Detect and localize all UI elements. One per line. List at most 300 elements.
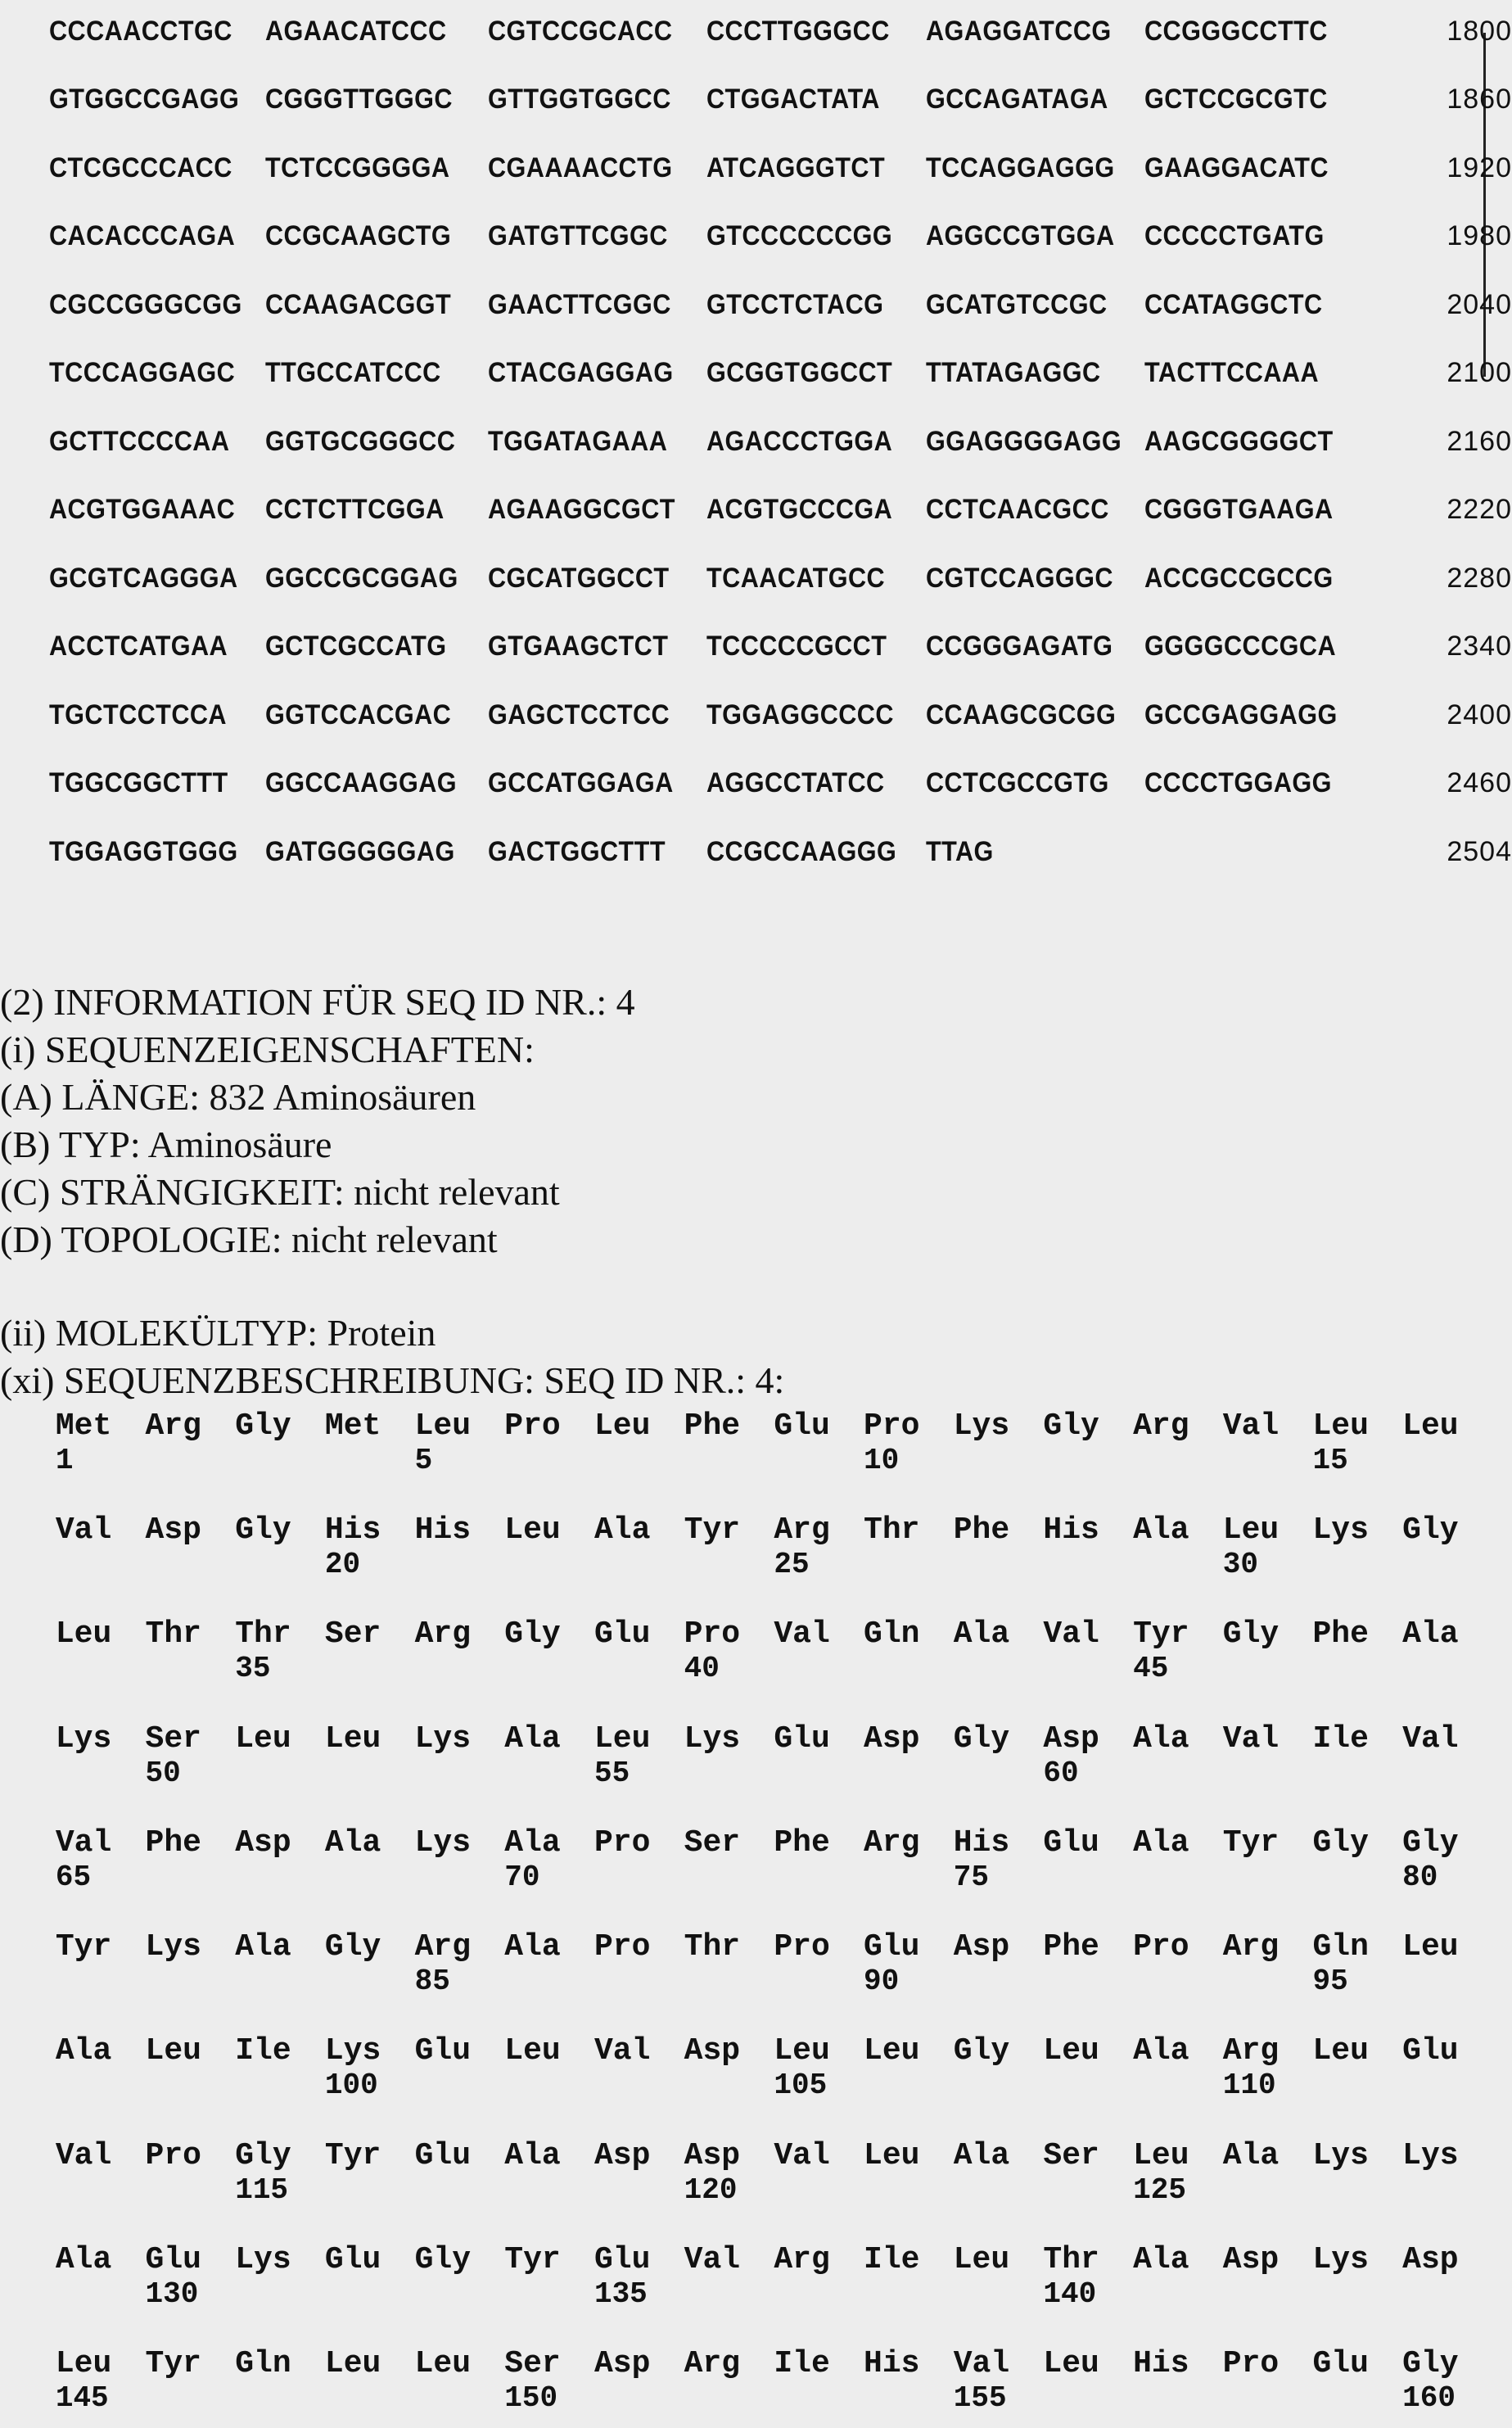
dna-segment: GCCATGGAGA: [487, 767, 674, 799]
amino-acid: Lys: [235, 2241, 291, 2277]
amino-acid: Gln: [1312, 1929, 1369, 1965]
dna-segment: CGAAAACCTG: [487, 151, 673, 183]
dna-segment: GCTCGCCATG: [265, 631, 447, 662]
amino-acid: Glu: [864, 1929, 920, 1965]
amino-acid: Gly: [1402, 2345, 1459, 2381]
amino-acid: Gly: [504, 1616, 561, 1653]
amino-acid: Thr: [235, 1616, 291, 1653]
amino-acid: Ile: [774, 2345, 830, 2381]
dna-segment: GTCCTCTACG: [706, 288, 884, 320]
dna-row: [0, 348, 1512, 397]
dna-segment: CCTCAACGCC: [925, 494, 1109, 526]
protein-group: [0, 2138, 1512, 2220]
protein-group: [0, 1616, 1512, 1698]
dna-segment: CTACGAGGAG: [487, 357, 674, 389]
residue-number: 100: [324, 2069, 378, 2103]
protein-group: [0, 2033, 1512, 2115]
dna-position: 2040: [1447, 288, 1512, 320]
residue-number: 55: [594, 1756, 630, 1790]
dna-segment: GGCCGCGGAG: [265, 562, 458, 594]
amino-acid: Gln: [235, 2345, 291, 2381]
amino-acid: Pro: [504, 1408, 561, 1444]
amino-acid: Ala: [55, 2241, 112, 2277]
dna-segment: TTATAGAGGC: [925, 357, 1101, 389]
amino-acid: Leu: [504, 1512, 561, 1549]
amino-acid: Ile: [1312, 1720, 1369, 1757]
info-properties: (i) SEQUENZEIGENSCHAFTEN:: [0, 1029, 535, 1070]
dna-segment: CCGCAAGCTG: [265, 220, 452, 252]
dna-row: [0, 75, 1512, 124]
residue-number: 45: [1133, 1652, 1169, 1686]
amino-acid: Val: [55, 1824, 112, 1861]
dna-segment: GTGAAGCTCT: [487, 631, 668, 662]
amino-acid: Val: [1402, 1720, 1459, 1757]
residue-number: 70: [504, 1860, 540, 1894]
amino-acid: Tyr: [145, 2345, 201, 2381]
amino-acid: Val: [953, 2345, 1010, 2381]
dna-position: 1920: [1447, 151, 1512, 183]
amino-acid: Gly: [1312, 1824, 1369, 1861]
amino-acid: Ala: [1133, 1512, 1189, 1549]
dna-segment: TCCAGGAGGG: [925, 151, 1115, 183]
dna-segment: ACGTGCCCGA: [706, 494, 893, 526]
residue-number: 35: [235, 1652, 271, 1686]
dna-segment: TGCTCCTCCA: [49, 699, 228, 730]
amino-acid: Arg: [1222, 2033, 1280, 2069]
residue-number: 85: [414, 1965, 450, 1999]
amino-acid: Asp: [953, 1929, 1010, 1965]
amino-acid: Leu: [1133, 2137, 1189, 2173]
amino-acid: Gly: [953, 2033, 1010, 2069]
dna-segment: TGGAGGTGGG: [49, 835, 238, 867]
amino-acid: Ala: [235, 1929, 291, 1965]
amino-acid: Asp: [1402, 2241, 1459, 2277]
amino-acid: Glu: [1402, 2033, 1459, 2069]
amino-acid: Gly: [1222, 1616, 1280, 1653]
amino-acid: Arg: [1222, 1929, 1280, 1965]
amino-acid: Phe: [1043, 1929, 1099, 1965]
amino-acid: Leu: [864, 2033, 920, 2069]
amino-acid: Arg: [684, 2345, 741, 2381]
dna-segment: TGGCGGCTTT: [49, 767, 228, 799]
dna-row: [0, 622, 1512, 671]
dna-segment: CGTCCAGGGC: [925, 562, 1113, 594]
dna-segment: CTCGCCCACC: [49, 151, 233, 183]
amino-acid: Ala: [1133, 1824, 1189, 1861]
residue-number: 50: [145, 1756, 181, 1790]
dna-segment: TACTTCCAAA: [1144, 357, 1320, 389]
dna-row: [0, 827, 1512, 876]
amino-acid: Thr: [1043, 2241, 1099, 2277]
amino-acid: Glu: [774, 1408, 830, 1444]
dna-segment: CCTCGCCGTG: [925, 767, 1109, 799]
dna-segment: GTCCCCCCGG: [706, 220, 893, 252]
amino-acid: Val: [594, 2033, 651, 2069]
amino-acid: Val: [774, 2137, 830, 2173]
amino-acid: Asp: [684, 2137, 741, 2173]
amino-acid: Asp: [594, 2345, 651, 2381]
amino-acid: Val: [1222, 1408, 1280, 1444]
amino-acid: Phe: [1312, 1616, 1369, 1653]
amino-acid: Ala: [1133, 2033, 1189, 2069]
amino-acid: Arg: [414, 1929, 472, 1965]
protein-group: [0, 1825, 1512, 1907]
dna-segment: GGGGCCCGCA: [1144, 631, 1337, 662]
amino-acid: Glu: [145, 2241, 201, 2277]
dna-segment: GATGGGGGAG: [265, 835, 455, 867]
dna-position: 2400: [1447, 699, 1512, 730]
amino-acid: Tyr: [55, 1929, 112, 1965]
amino-acid: Lys: [1402, 2137, 1459, 2173]
dna-segment: GTGGCCGAGG: [49, 84, 240, 115]
amino-acid: Ser: [324, 1616, 381, 1653]
dna-segment: GCTCCGCGTC: [1144, 84, 1329, 115]
dna-segment: CCCCCTGATG: [1144, 220, 1325, 252]
dna-row: [0, 280, 1512, 329]
amino-acid: Glu: [774, 1720, 830, 1757]
protein-group: [0, 1408, 1512, 1490]
amino-acid: Leu: [235, 1720, 291, 1757]
dna-segment: CACACCCAGA: [49, 220, 236, 252]
amino-acid: Lys: [684, 1720, 741, 1757]
amino-acid: Pro: [594, 1824, 651, 1861]
amino-acid: Val: [1222, 1720, 1280, 1757]
dna-segment: GATGTTCGGC: [487, 220, 668, 252]
amino-acid: Ala: [504, 1929, 561, 1965]
amino-acid: Gln: [864, 1616, 920, 1653]
dna-segment: ACCTCATGAA: [49, 631, 228, 662]
residue-number: 90: [864, 1965, 900, 1999]
dna-row: [0, 7, 1512, 56]
amino-acid: Leu: [864, 2137, 920, 2173]
info-molecule-type: (ii) MOLEKÜLTYP: Protein: [0, 1312, 436, 1354]
dna-segment: AGGCCGTGGA: [925, 220, 1115, 252]
amino-acid: Lys: [324, 2033, 381, 2069]
residue-number: 160: [1402, 2381, 1456, 2415]
dna-segment: ATCAGGGTCT: [706, 151, 886, 183]
amino-acid: His: [414, 1512, 472, 1549]
amino-acid: Gly: [953, 1720, 1010, 1757]
amino-acid: Glu: [414, 2137, 472, 2173]
dna-segment: TGGAGGCCCC: [706, 699, 895, 730]
dna-row: [0, 758, 1512, 807]
dna-segment: TCTCCGGGGA: [265, 151, 450, 183]
dna-segment: TTGCCATCCC: [265, 357, 441, 389]
amino-acid: Gly: [235, 2137, 291, 2173]
amino-acid: Ala: [1133, 2241, 1189, 2277]
dna-segment: GAAGGACATC: [1144, 151, 1329, 183]
amino-acid: Tyr: [1222, 1824, 1280, 1861]
dna-segment: CCAAGCGCGG: [925, 699, 1117, 730]
dna-segment: CCCAACCTGC: [49, 16, 233, 47]
dna-segment: AGAAGGCGCT: [487, 494, 675, 526]
amino-acid: Val: [1043, 1616, 1099, 1653]
amino-acid: Ala: [504, 1720, 561, 1757]
amino-acid: Arg: [774, 1512, 830, 1549]
residue-number: 60: [1043, 1756, 1079, 1790]
amino-acid: Phe: [145, 1824, 201, 1861]
info-heading: (2) INFORMATION FÜR SEQ ID NR.: 4: [0, 981, 635, 1023]
dna-segment: CGGGTTGGGC: [265, 84, 454, 115]
residue-number: 140: [1043, 2277, 1097, 2311]
amino-acid: Glu: [594, 2241, 651, 2277]
residue-number: 10: [864, 1444, 900, 1477]
dna-segment: CCGGGCCTTC: [1144, 16, 1329, 47]
amino-acid: Gly: [1043, 1408, 1099, 1444]
amino-acid: Ser: [1043, 2137, 1099, 2173]
protein-group: [0, 1512, 1512, 1594]
dna-position: 2220: [1447, 494, 1512, 526]
sequence-info: [0, 979, 1512, 1404]
dna-segment: TGGATAGAAA: [487, 425, 667, 457]
dna-segment: GAGCTCCTCC: [487, 699, 670, 730]
dna-segment: AGAGGATCCG: [925, 16, 1112, 47]
amino-acid: Ile: [235, 2033, 291, 2069]
amino-acid: Lys: [414, 1824, 472, 1861]
dna-segment: CCATAGGCTC: [1144, 288, 1323, 320]
amino-acid: Val: [55, 1512, 112, 1549]
amino-acid: Gly: [324, 1929, 381, 1965]
info-sequence-description: (xi) SEQUENZBESCHREIBUNG: SEQ ID NR.: 4:: [0, 1359, 785, 1401]
dna-segment: GACTGGCTTT: [487, 835, 666, 867]
dna-segment: GCCGAGGAGG: [1144, 699, 1338, 730]
amino-acid: Gly: [414, 2241, 472, 2277]
dna-segment: AAGCGGGGCT: [1144, 425, 1334, 457]
protein-group: [0, 1721, 1512, 1803]
amino-acid: Leu: [594, 1720, 651, 1757]
dna-segment: CGCCGGGCGG: [49, 288, 243, 320]
residue-number: 80: [1402, 1860, 1438, 1894]
amino-acid: His: [1043, 1512, 1099, 1549]
amino-acid: Ser: [684, 1824, 741, 1861]
dna-segment: GGAGGGGAGG: [925, 425, 1122, 457]
amino-acid: His: [324, 1512, 381, 1549]
dna-segment: TCCCCCGCCT: [706, 631, 887, 662]
amino-acid: Ala: [504, 1824, 561, 1861]
dna-segment: TCAACATGCC: [706, 562, 886, 594]
amino-acid: His: [953, 1824, 1010, 1861]
amino-acid: Leu: [1312, 1408, 1369, 1444]
amino-acid: Pro: [684, 1616, 741, 1653]
amino-acid: Thr: [864, 1512, 920, 1549]
residue-number: 40: [684, 1652, 720, 1686]
dna-segment: GGTGCGGGCC: [265, 425, 456, 457]
residue-number: 30: [1222, 1548, 1259, 1582]
amino-acid: Arg: [414, 1616, 472, 1653]
protein-group: [0, 2242, 1512, 2324]
amino-acid: Lys: [1312, 1512, 1369, 1549]
amino-acid: Gly: [1402, 1512, 1459, 1549]
amino-acid: Ala: [1133, 1720, 1189, 1757]
dna-row: [0, 690, 1512, 739]
info-strandedness: (C) STRÄNGIGKEIT: nicht relevant: [0, 1171, 560, 1213]
info-spacer: [0, 1264, 1512, 1309]
dna-segment: GTTGGTGGCC: [487, 84, 671, 115]
dna-segment: AGACCCTGGA: [706, 425, 893, 457]
dna-segment: CCGCCAAGGG: [706, 835, 897, 867]
amino-acid: Val: [774, 1616, 830, 1653]
dna-segment: CCAAGACGGT: [265, 288, 452, 320]
residue-number: 155: [953, 2381, 1007, 2415]
amino-acid: Leu: [774, 2033, 830, 2069]
amino-acid: Pro: [594, 1929, 651, 1965]
dna-position: 1860: [1447, 84, 1512, 115]
residue-number: 150: [504, 2381, 558, 2415]
amino-acid: Pro: [1222, 2345, 1280, 2381]
dna-position: 1800: [1447, 16, 1512, 47]
amino-acid: Arg: [145, 1408, 201, 1444]
residue-number: 105: [774, 2069, 828, 2103]
amino-acid: Ile: [864, 2241, 920, 2277]
amino-acid: Ser: [145, 1720, 201, 1757]
amino-acid: Glu: [324, 2241, 381, 2277]
amino-acid: Leu: [1222, 1512, 1280, 1549]
amino-acid: Met: [55, 1408, 112, 1444]
amino-acid: Lys: [1312, 2137, 1369, 2173]
dna-segment: GCGTCAGGGA: [49, 562, 238, 594]
residue-number: 135: [594, 2277, 648, 2311]
amino-acid: Pro: [1133, 1929, 1189, 1965]
dna-segment: CGTCCGCACC: [487, 16, 673, 47]
dna-segment: GCTTCCCCAA: [49, 425, 230, 457]
amino-acid: Arg: [1133, 1408, 1189, 1444]
amino-acid: Ala: [594, 1512, 651, 1549]
amino-acid: Leu: [324, 1720, 381, 1757]
residue-number: 145: [55, 2381, 109, 2415]
residue-number: 1: [55, 1444, 74, 1477]
amino-acid: Asp: [684, 2033, 741, 2069]
amino-acid: Phe: [953, 1512, 1010, 1549]
amino-acid: Pro: [864, 1408, 920, 1444]
dna-segment: GGCCAAGGAG: [265, 767, 458, 799]
residue-number: 125: [1133, 2173, 1186, 2207]
amino-acid: Thr: [145, 1616, 201, 1653]
amino-acid: Ala: [953, 2137, 1010, 2173]
dna-segment: CCTCTTCGGA: [265, 494, 445, 526]
dna-segment: AGGCCTATCC: [706, 767, 885, 799]
amino-acid: Tyr: [1133, 1616, 1189, 1653]
amino-acid: Tyr: [324, 2137, 381, 2173]
amino-acid: Glu: [1043, 1824, 1099, 1861]
amino-acid: Gly: [235, 1408, 291, 1444]
residue-number: 95: [1312, 1965, 1348, 1999]
dna-segment: TTAG: [925, 835, 994, 867]
amino-acid: Asp: [864, 1720, 920, 1757]
amino-acid: Val: [55, 2137, 112, 2173]
amino-acid: Ala: [55, 2033, 112, 2069]
amino-acid: Asp: [1222, 2241, 1280, 2277]
dna-row: [0, 417, 1512, 466]
info-topology: (D) TOPOLOGIE: nicht relevant: [0, 1219, 498, 1260]
amino-acid: Leu: [1043, 2033, 1099, 2069]
amino-acid: Leu: [1043, 2345, 1099, 2381]
residue-number: 5: [414, 1444, 433, 1477]
amino-acid: Pro: [774, 1929, 830, 1965]
amino-acid: Gly: [235, 1512, 291, 1549]
dna-segment: CCCTTGGGCC: [706, 16, 890, 47]
dna-segment: GCATGTCCGC: [925, 288, 1108, 320]
dna-segment: GCGGTGGCCT: [706, 357, 893, 389]
amino-acid: Asp: [145, 1512, 201, 1549]
dna-row: [0, 554, 1512, 603]
protein-group: [0, 1929, 1512, 2011]
residue-number: 75: [953, 1860, 989, 1894]
amino-acid: Leu: [414, 2345, 472, 2381]
residue-number: 115: [235, 2173, 289, 2207]
dna-position: 2504: [1447, 835, 1512, 867]
amino-acid: Ala: [1402, 1616, 1459, 1653]
amino-acid: Arg: [774, 2241, 830, 2277]
info-type: (B) TYP: Aminosäure: [0, 1124, 332, 1165]
amino-acid: Glu: [594, 1616, 651, 1653]
amino-acid: Leu: [594, 1408, 651, 1444]
residue-number: 65: [55, 1860, 92, 1894]
amino-acid: Val: [684, 2241, 741, 2277]
protein-group: [0, 2346, 1512, 2428]
residue-number: 25: [774, 1548, 810, 1582]
residue-number: 130: [145, 2277, 199, 2311]
amino-acid: Ala: [324, 1824, 381, 1861]
amino-acid: Lys: [953, 1408, 1010, 1444]
amino-acid: Phe: [774, 1824, 830, 1861]
amino-acid: Asp: [235, 1824, 291, 1861]
dna-segment: ACGTGGAAAC: [49, 494, 236, 526]
dna-position: 2100: [1447, 357, 1512, 389]
amino-acid: Gly: [1402, 1824, 1459, 1861]
amino-acid: Arg: [864, 1824, 920, 1861]
amino-acid: Tyr: [504, 2241, 561, 2277]
amino-acid: Phe: [684, 1408, 741, 1444]
amino-acid: Pro: [145, 2137, 201, 2173]
dna-position: 2460: [1447, 767, 1512, 799]
amino-acid: Tyr: [684, 1512, 741, 1549]
amino-acid: Leu: [504, 2033, 561, 2069]
dna-segment: CGCATGGCCT: [487, 562, 670, 594]
info-length: (A) LÄNGE: 832 Aminosäuren: [0, 1076, 476, 1118]
amino-acid: Lys: [145, 1929, 201, 1965]
dna-sequence-block: [0, 0, 1512, 909]
dna-segment: GAACTTCGGC: [487, 288, 671, 320]
amino-acid: Ala: [953, 1616, 1010, 1653]
amino-acid: Glu: [1312, 2345, 1369, 2381]
dna-position: 2160: [1447, 425, 1512, 457]
dna-segment: CGGGTGAAGA: [1144, 494, 1334, 526]
amino-acid: Leu: [145, 2033, 201, 2069]
dna-row: [0, 143, 1512, 192]
amino-acid: Thr: [684, 1929, 741, 1965]
dna-row: [0, 485, 1512, 534]
amino-acid: Leu: [55, 1616, 112, 1653]
dna-position: 1980: [1447, 220, 1512, 252]
amino-acid: Leu: [1402, 1408, 1459, 1444]
amino-acid: Leu: [1402, 1929, 1459, 1965]
residue-number: 110: [1222, 2069, 1276, 2103]
amino-acid: Leu: [324, 2345, 381, 2381]
amino-acid: Leu: [414, 1408, 472, 1444]
amino-acid: Lys: [414, 1720, 472, 1757]
dna-segment: GCCAGATAGA: [925, 84, 1108, 115]
dna-segment: ACCGCCGCCG: [1144, 562, 1334, 594]
amino-acid: Asp: [1043, 1720, 1099, 1757]
amino-acid: Lys: [1312, 2241, 1369, 2277]
residue-number: 20: [324, 1548, 361, 1582]
dna-segment: TCCCAGGAGC: [49, 357, 236, 389]
amino-acid: Leu: [1312, 2033, 1369, 2069]
dna-segment: CCGGGAGATG: [925, 631, 1113, 662]
dna-segment: GGTCCACGAC: [265, 699, 452, 730]
amino-acid: His: [1133, 2345, 1189, 2381]
amino-acid: Leu: [953, 2241, 1010, 2277]
